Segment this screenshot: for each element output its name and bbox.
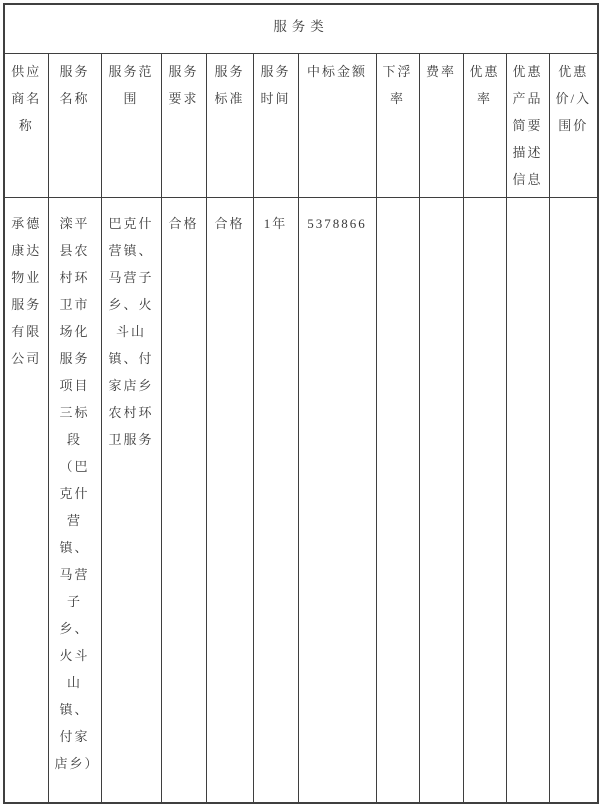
service-category-table [3,3,599,804]
cell-service-requirement: 合格 [161,197,206,803]
col-header-downward-rate: 下浮率 [376,53,419,197]
cell-award-amount: 5378866 [298,197,376,803]
col-header-preferential-price: 优惠价/入围价 [549,53,598,197]
col-header-preferential-rate: 优惠率 [463,53,506,197]
col-header-fee-rate: 费率 [419,53,463,197]
cell-preferential-product-description [506,197,549,803]
table-title: 服务类 [4,4,598,53]
cell-supplier-name: 承德康达物业服务有限公司 [4,197,48,803]
col-header-preferential-product-description: 优惠产品简要描述信息 [506,53,549,197]
cell-service-name: 滦平县农村环卫市场化服务项目三标段（巴克什营镇、马营子乡、火斗山镇、付家店乡） [48,197,101,803]
col-header-service-standard: 服务标准 [206,53,253,197]
cell-service-standard: 合格 [206,197,253,803]
cell-preferential-rate [463,197,506,803]
col-header-service-period: 服务时间 [253,53,298,197]
cell-preferential-price [549,197,598,803]
cell-service-period: 1年 [253,197,298,803]
col-header-service-scope: 服务范围 [101,53,161,197]
table-title-row [4,4,598,53]
col-header-service-name: 服务名称 [48,53,101,197]
table-header-row [4,53,598,197]
cell-downward-rate [376,197,419,803]
col-header-service-requirement: 服务要求 [161,53,206,197]
cell-fee-rate [419,197,463,803]
cell-service-scope: 巴克什营镇、马营子乡、火斗山镇、付家店乡农村环卫服务 [101,197,161,803]
col-header-award-amount: 中标金额 [298,53,376,197]
table-data-row [4,197,598,803]
col-header-supplier-name: 供应商名称 [4,53,48,197]
